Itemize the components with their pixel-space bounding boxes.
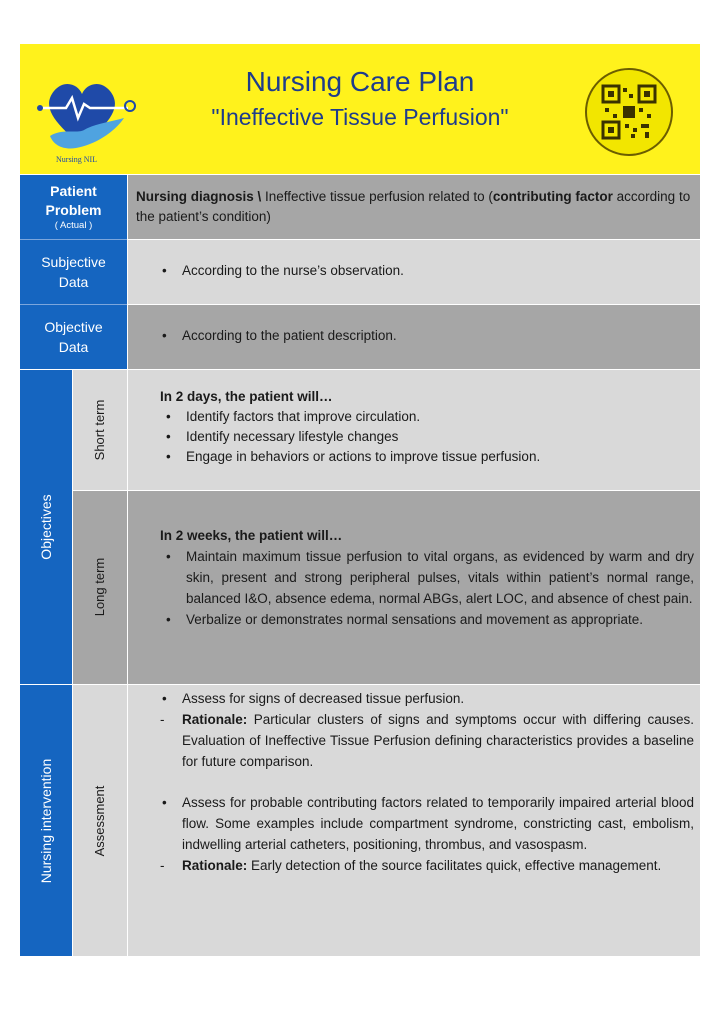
diagnosis-label: Nursing diagnosis \ [136, 189, 262, 204]
objective-cell [128, 305, 700, 369]
page-title: Nursing Care Plan [245, 66, 475, 97]
subjective-cell [128, 240, 700, 304]
list-item: • According to the nurse’s observation. [156, 261, 690, 281]
rationale-label: Rationale: [182, 712, 248, 727]
list-item: • Identify necessary lifestyle changes [160, 427, 690, 447]
row-nursing-intervention [20, 685, 700, 956]
short-term-label-text: Short term [92, 399, 107, 461]
label-subjective-data [20, 240, 127, 304]
header-banner [20, 44, 700, 174]
short-term-cell [128, 370, 700, 490]
nursing-heart-hand-logo-icon [32, 66, 142, 166]
page-subtitle: "Ineffective Tissue Perfusion" [211, 104, 509, 130]
label-objective: Objective [44, 319, 103, 335]
objectives-label-text: Objectives [38, 494, 54, 560]
long-term-label-text: Long term [92, 557, 107, 617]
rationale-text: Early detection of the source facilitates quick, effective management. [247, 858, 662, 873]
row-patient-problem [20, 175, 700, 239]
diagnosis-body: Ineffective tissue perfusion related to ( [261, 189, 493, 204]
label-problem: Problem [45, 202, 102, 218]
label-patient-problem [20, 175, 127, 239]
diagnosis-tail: according to the patient’s condition) [136, 189, 691, 224]
label-long-term [73, 491, 127, 684]
long-term-heading: In 2 weeks, the patient will… [160, 528, 343, 543]
long-term-cell [128, 491, 700, 684]
assessment-cell [128, 685, 700, 956]
label-patient: Patient [50, 183, 97, 199]
intervention-label-text: Nursing intervention [38, 758, 54, 884]
list-item: • Identify factors that improve circulation. [160, 407, 690, 427]
qr-code-icon [585, 68, 673, 156]
row-subjective-data [20, 240, 700, 304]
list-item: • Verbalize or demonstrates normal sensations and movement as appropriate. [160, 609, 694, 630]
label-objective-data [20, 305, 127, 369]
list-item: • Maintain maximum tissue perfusion to vital organs, as evidenced by warm and dry skin, present and strong peripheral pulses, vitals within patient’s normal range, balanced I&O, absence edema, normal ABGs, alert LOC, and absence of chest pain. [160, 546, 694, 609]
rationale-label: Rationale: [182, 858, 248, 873]
label-objectives [20, 370, 72, 684]
label-short-term [73, 370, 127, 490]
label-assessment [73, 685, 127, 956]
row-objective-data [20, 305, 700, 369]
label-data: Data [58, 274, 89, 290]
short-term-heading: In 2 days, the patient will… [160, 389, 333, 404]
row-objectives [20, 370, 700, 684]
svg-text:Nursing NIL: Nursing NIL [56, 155, 98, 164]
label-actual: ( Actual ) [54, 220, 93, 231]
rationale-item [156, 709, 694, 772]
diagnosis-cell [128, 175, 700, 239]
list-item: • Assess for signs of decreased tissue perfusion. [156, 688, 694, 709]
rationale-text: Particular clusters of signs and symptoms occur with differing causes. Evaluation of Ineffective Tissue Perfusion defining characteristics provides a baseline for future comparison. [182, 712, 694, 769]
rationale-item [156, 855, 694, 876]
diagnosis-factor: contributing factor [492, 189, 613, 204]
assessment-label-text: Assessment [92, 785, 107, 857]
list-item: • Assess for probable contributing factors related to temporarily impaired arterial blood flow. Some examples include compartment syndrome, constricting cast, embolism, indwelling arterial catheters, positioning, thrombus, and vasospasm. [156, 792, 694, 855]
diagnosis-text [128, 175, 700, 227]
label-data: Data [58, 339, 89, 355]
label-subjective: Subjective [41, 254, 106, 270]
label-nursing-intervention [20, 685, 72, 956]
list-item: • Engage in behaviors or actions to improve tissue perfusion. [160, 447, 690, 467]
list-item: • According to the patient description. [156, 326, 690, 346]
